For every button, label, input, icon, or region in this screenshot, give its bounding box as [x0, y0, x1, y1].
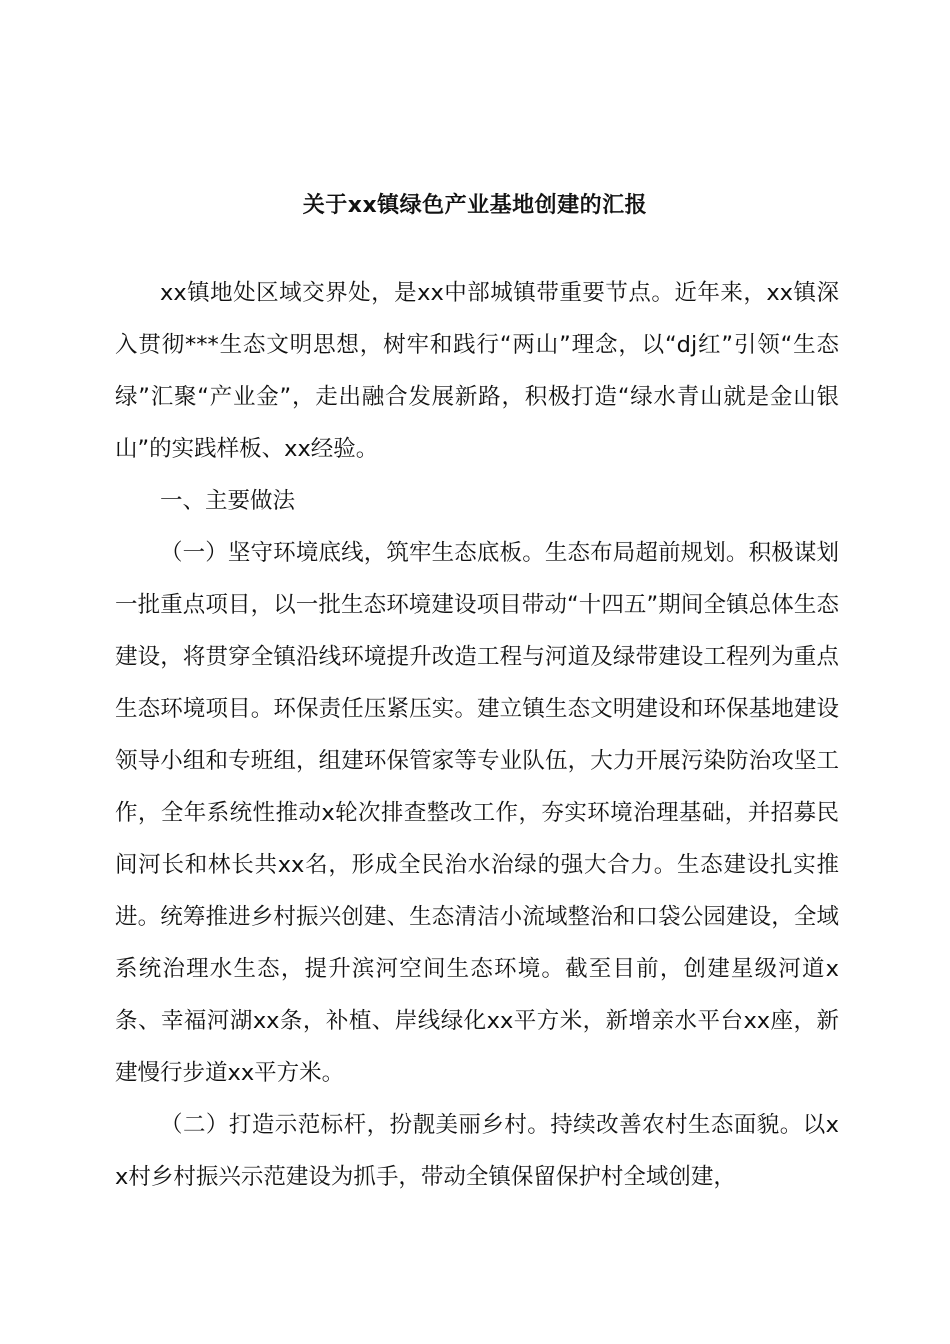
document-title: 关于xx镇绿色产业基地创建的汇报	[302, 193, 648, 218]
document-body	[115, 267, 839, 1203]
paragraph-intro: xx镇地处区域交界处，是xx中部城镇带重要节点。近年来，xx镇深入贯彻***生态文明思想，树牢和践行“两山”理念，以“dj红”引领“生态绿”汇聚“产业金”，走出融合发展新路，积极打造“绿水青山就是金山银山”的实践样板、xx经验。	[115, 280, 839, 462]
section-heading-main-practices: 一、主要做法	[160, 488, 296, 514]
paragraph-environment-baseline: （一）坚守环境底线，筑牢生态底板。生态布局超前规划。积极谋划一批重点项目，以一批生态环境建设项目带动“十四五”期间全镇总体生态建设，将贯穿全镇沿线环境提升改造工程与河道及绿带建设工程列为重点生态环境项目。环保责任压紧压实。建立镇生态文明建设和环保基地建设领导小组和专班组，组建环保管家等专业队伍，大力开展污染防治攻坚工作，全年系统性推动x轮次排查整改工作，夯实环境治理基础，并招募民间河长和林长共xx名，形成全民治水治绿的强大合力。生态建设扎实推进。统筹推进乡村振兴创建、生态清洁小流域整治和口袋公园建设，全域系统治理水生态，提升滨河空间生态环境。截至目前，创建星级河道x条、幸福河湖xx条，补植、岸线绿化xx平方米，新增亲水平台xx座，新建慢行步道xx平方米。	[115, 540, 839, 1086]
paragraph-demonstration-benchmark: （二）打造示范标杆，扮靓美丽乡村。持续改善农村生态面貌。以xx村乡村振兴示范建设为抓手，带动全镇保留保护村全域创建，	[115, 1112, 839, 1190]
